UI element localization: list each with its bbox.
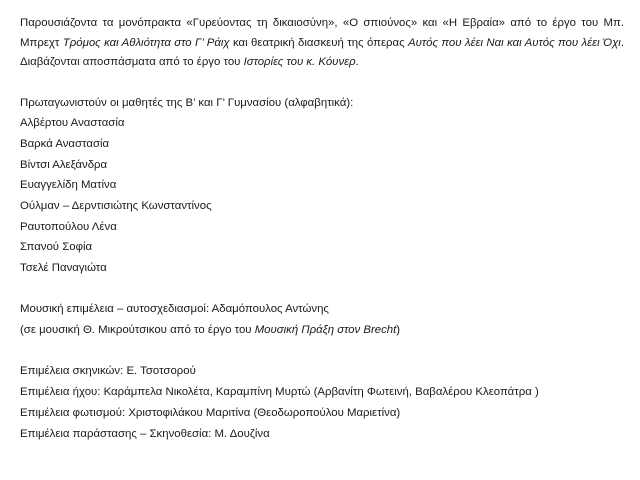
intro-work-1: Τρόμος και Αθλιότητα στο Γ’ Ράιχ [62,36,230,49]
intro-text-4: . [355,56,359,68]
intro-text-3: . Διαβάζονται αποσπάσματα από το έργο του [20,36,624,68]
cast-member: Σπανού Σοφία [20,241,93,254]
music-source-close: ) [396,324,401,337]
music-source-work: Μουσική Πράξη στον Brecht [254,324,397,337]
cast-member: Βίντσι Αλεξάνδρα [20,158,108,171]
intro-work-2: Αυτός που λέει Ναι και Αυτός που λέει Όχι [408,36,621,49]
intro-text-2: και θεατρική διασκευή της όπερας [229,36,409,49]
music-section [20,299,624,340]
credit-lighting: Επιμέλεια φωτισμού: Χριστοφιλάκου Μαριτίνα (Θεοδωροπούλου Μαριετίνα) [20,406,401,419]
document-page [20,14,624,444]
music-credit: Μουσική επιμέλεια – αυτοσχεδιασμοί: Αδαμόπουλος Αντώνης [20,303,329,316]
credit-direction: Επιμέλεια παράστασης – Σκηνοθεσία: Μ. Δουζίνα [20,427,270,440]
music-source-text: (σε μουσική Θ. Μικρούτσικου από το έργο του [20,324,255,337]
credit-sound: Επιμέλεια ήχου: Καράμπελα Νικολέτα, Καραμπίνη Μυρτώ (Αρβανίτη Φωτεινή, Βαβαλέρου Κλεοπάτρα ) [20,386,539,399]
cast-member: Αλβέρτου Αναστασία [20,117,125,130]
intro-text-1: Παρουσιάζοντα τα μονόπρακτα «Γυρεύοντας τη δικαιοσύνη», «Ο σπιούνος» και «Η Εβραία» από το έργο του Μπ. Μπρεχτ [20,17,624,49]
cast-member: Ραυτοπούλου Λένα [20,220,117,233]
music-source [20,320,624,341]
cast-member: Τσελέ Παναγιώτα [20,262,107,274]
cast-member: Ευαγγελίδη Ματίνα [20,179,117,192]
intro-paragraph [20,14,624,73]
credits-section [20,361,624,444]
intro-work-3: Ιστορίες του κ. Κόυνερ [243,56,356,68]
cast-member: Ούλμαν – Δερντισιώτης Κωνσταντίνος [20,199,212,212]
cast-section [20,93,624,279]
cast-member: Βαρκά Αναστασία [20,137,110,150]
cast-heading: Πρωταγωνιστούν οι μαθητές της Β’ και Γ’ Γυμνασίου (αλφαβητικά): [20,96,354,109]
credit-sets: Επιμέλεια σκηνικών: Ε. Τσοτσορού [20,365,196,378]
